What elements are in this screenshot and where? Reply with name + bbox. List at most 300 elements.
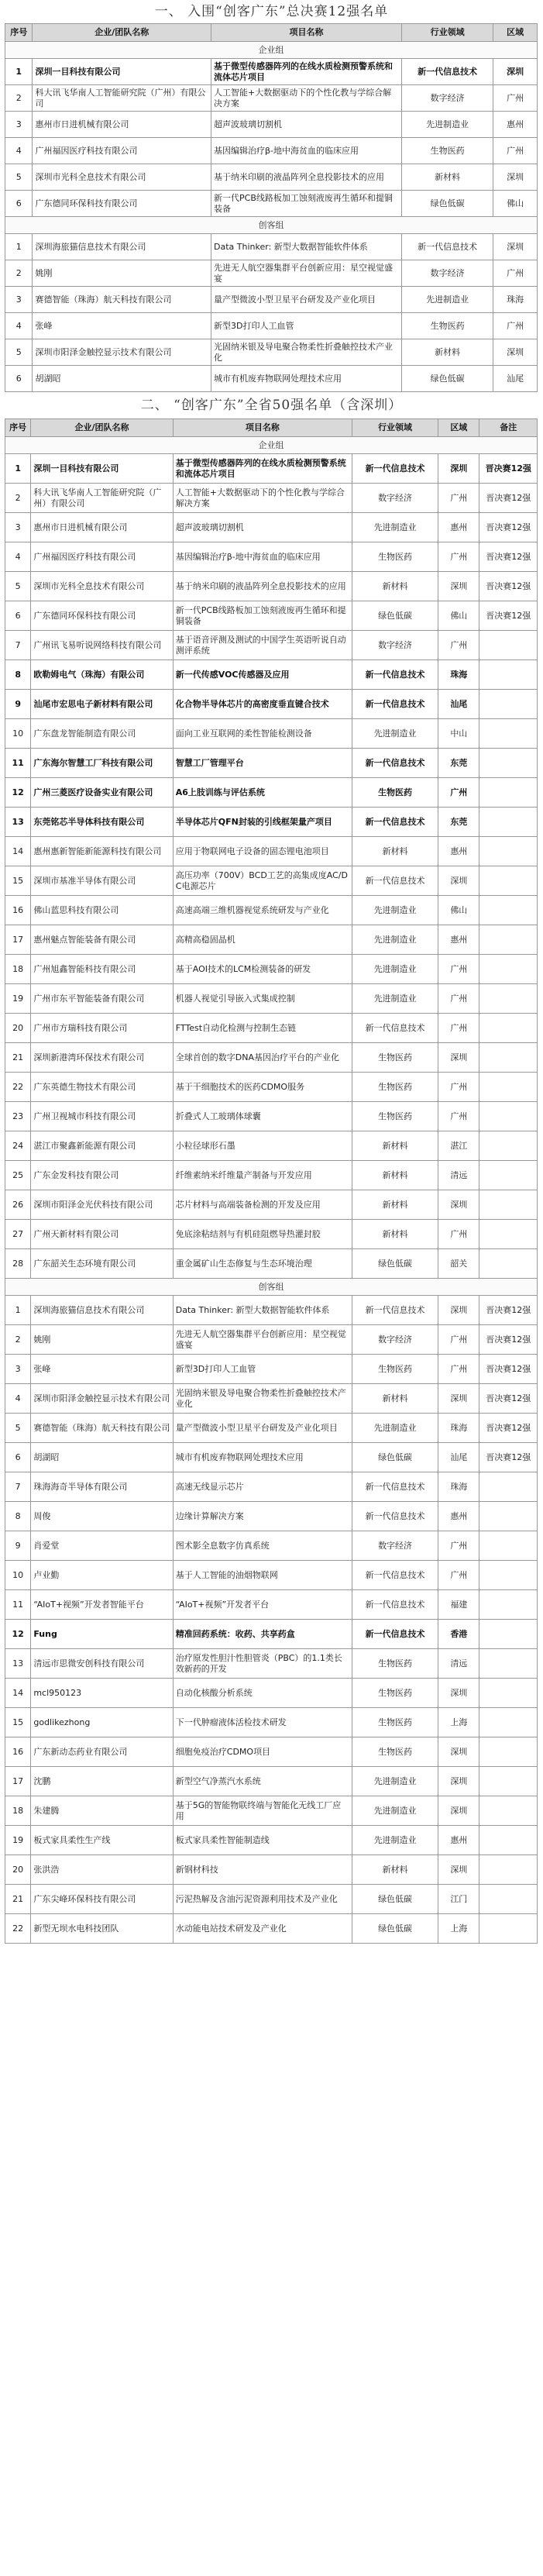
table-row <box>5 1325 538 1355</box>
region: 深圳 <box>493 339 538 366</box>
team-name: 珠海海奇半导体有限公司 <box>31 1472 173 1502</box>
top50-table-body <box>5 437 538 1944</box>
industry-field: 先进制造业 <box>352 1826 438 1855</box>
note: 晋决赛12强 <box>479 454 538 484</box>
row-number: 12 <box>5 778 31 808</box>
industry-field: 新材料 <box>401 339 493 366</box>
region: 湛江 <box>438 1131 479 1161</box>
industry-field: 数字经济 <box>401 85 493 112</box>
team-name: 赛德智能（珠海）航天科技有限公司 <box>33 287 211 313</box>
note <box>479 778 538 808</box>
project-name: 量产型微波小型卫星平台研发及产业化项目 <box>211 287 402 313</box>
row-number: 5 <box>5 572 31 601</box>
region: 广州 <box>493 85 538 112</box>
note: 晋决赛12强 <box>479 1296 538 1325</box>
industry-field: 生物医药 <box>401 138 493 164</box>
table-row <box>5 1043 538 1073</box>
row-number: 17 <box>5 925 31 955</box>
industry-field: 新一代信息技术 <box>401 59 493 85</box>
table-row <box>5 164 538 191</box>
industry-field: 新材料 <box>352 1855 438 1885</box>
team-name: 东莞铭芯半导体科技有限公司 <box>31 808 173 837</box>
industry-field: 新材料 <box>352 1131 438 1161</box>
region: 上海 <box>438 1708 479 1737</box>
industry-field: 新一代信息技术 <box>352 1620 438 1649</box>
team-name: 广东德同环保科技有限公司 <box>31 601 173 631</box>
industry-field: 新材料 <box>352 572 438 601</box>
industry-field: 新材料 <box>352 837 438 866</box>
region: 汕尾 <box>493 366 538 392</box>
project-name: 小粒径球形石墨 <box>173 1131 352 1161</box>
industry-field: 数字经济 <box>352 1325 438 1355</box>
table-row <box>5 313 538 339</box>
region: 广州 <box>493 138 538 164</box>
industry-field: 绿色低碳 <box>352 1443 438 1472</box>
project-name: 基因编辑治疗β-地中海贫血的临床应用 <box>211 138 402 164</box>
note <box>479 690 538 719</box>
project-name: 超声波玻璃切割机 <box>173 513 352 542</box>
industry-field: 先进制造业 <box>401 287 493 313</box>
note <box>479 749 538 778</box>
row-number: 16 <box>5 896 31 925</box>
row-number: 9 <box>5 1531 31 1561</box>
region: 广州 <box>438 1073 479 1102</box>
team-name: 广东韶关生态环境有限公司 <box>31 1249 173 1279</box>
team-name: 广州旭鑫智能科技有限公司 <box>31 955 173 984</box>
row-number: 19 <box>5 984 31 1014</box>
project-name: 光固纳米银及导电聚合物柔性折叠触控技术产业化 <box>173 1384 352 1414</box>
project-name: 高精高稳固晶机 <box>173 925 352 955</box>
team-name: 深圳新港湾环保技术有限公司 <box>31 1043 173 1073</box>
industry-field: 先进制造业 <box>352 1796 438 1826</box>
industry-field: 先进制造业 <box>352 513 438 542</box>
industry-field: 新一代信息技术 <box>352 866 438 896</box>
team-name: 胡湖昭 <box>33 366 211 392</box>
row-number: 17 <box>5 1767 31 1796</box>
team-name: 张峰 <box>31 1355 173 1384</box>
note: 晋决赛12强 <box>479 1414 538 1443</box>
industry-field: 生物医药 <box>352 1708 438 1737</box>
project-name: 化合物半导体芯片的高密度垂直键合技术 <box>173 690 352 719</box>
team-name: 胡湖昭 <box>31 1443 173 1472</box>
row-number: 21 <box>5 1885 31 1914</box>
row-number: 14 <box>5 1679 31 1708</box>
note <box>479 1649 538 1679</box>
region: 深圳 <box>438 1190 479 1220</box>
note: 晋决赛12强 <box>479 601 538 631</box>
row-number: 3 <box>5 1355 31 1384</box>
region: 深圳 <box>438 572 479 601</box>
team-name: 广州卫视城市科技有限公司 <box>31 1102 173 1131</box>
note <box>479 631 538 660</box>
table-row <box>5 1220 538 1249</box>
row-number: 21 <box>5 1043 31 1073</box>
project-name: 细胞免疫治疗CDMO项目 <box>173 1737 352 1767</box>
row-number: 12 <box>5 1620 31 1649</box>
team-name: 广州市方瑞科技有限公司 <box>31 1014 173 1043</box>
table-row <box>5 1190 538 1220</box>
project-name: 新型3D打印人工血管 <box>173 1355 352 1384</box>
section1-title: 一、 入围“创客广东”总决赛12强名单 <box>154 4 389 19</box>
region: 惠州 <box>438 513 479 542</box>
row-number: 27 <box>5 1220 31 1249</box>
region: 广州 <box>493 260 538 287</box>
table-row <box>5 601 538 631</box>
project-name: 基于AOI技术的LCM检测装备的研发 <box>173 955 352 984</box>
row-number: 6 <box>5 366 33 392</box>
team-name: 佛山蓝思科技有限公司 <box>31 896 173 925</box>
region: 清远 <box>438 1649 479 1679</box>
row-number: 14 <box>5 837 31 866</box>
region: 汕尾 <box>438 690 479 719</box>
industry-field: 新材料 <box>352 1161 438 1190</box>
row-number: 4 <box>5 313 33 339</box>
col-header-note: 备注 <box>479 419 538 437</box>
region: 惠州 <box>438 1502 479 1531</box>
table-row <box>5 366 538 392</box>
row-number: 2 <box>5 484 31 513</box>
row-number: 8 <box>5 1502 31 1531</box>
table-row <box>5 1014 538 1043</box>
row-number: 15 <box>5 866 31 896</box>
project-name: 自动化核酸分析系统 <box>173 1679 352 1708</box>
region: 汕尾 <box>438 1443 479 1472</box>
team-name: 深圳海旅猫信息技术有限公司 <box>31 1296 173 1325</box>
team-name: 深圳市阳泽金触控显示技术有限公司 <box>33 339 211 366</box>
row-number: 3 <box>5 513 31 542</box>
industry-field: 新材料 <box>352 1190 438 1220</box>
region: 深圳 <box>438 866 479 896</box>
note <box>479 1249 538 1279</box>
industry-field: 生物医药 <box>352 1355 438 1384</box>
note <box>479 1914 538 1944</box>
note <box>479 1679 538 1708</box>
row-number: 5 <box>5 164 33 191</box>
table-row <box>5 955 538 984</box>
table-header-row <box>5 24 538 42</box>
note <box>479 1043 538 1073</box>
project-name: 城市有机废弃物联网处理技术应用 <box>173 1443 352 1472</box>
row-number: 20 <box>5 1855 31 1885</box>
table-row <box>5 896 538 925</box>
group-label: 企业组 <box>5 437 538 454</box>
row-number: 2 <box>5 260 33 287</box>
table-row <box>5 1531 538 1561</box>
project-name: 应用于物联网电子设备的固态锂电池项目 <box>173 837 352 866</box>
group-label: 创客组 <box>5 217 538 234</box>
project-name: 基于纳米印刷的液晶阵列全息投影技术的应用 <box>173 572 352 601</box>
project-name: 高压功率（700V）BCD工艺的高集成度AC/DC电源芯片 <box>173 866 352 896</box>
col-header-region: 区域 <box>438 419 479 437</box>
region: 惠州 <box>438 925 479 955</box>
table-row <box>5 1649 538 1679</box>
team-name: 深圳市阳泽金光伏科技有限公司 <box>31 1190 173 1220</box>
table-row <box>5 1561 538 1590</box>
team-name: 广东金发科技有限公司 <box>31 1161 173 1190</box>
industry-field: 新一代信息技术 <box>352 1014 438 1043</box>
project-name: 基于5G的智能物联终端与智能化无线工厂应用 <box>173 1796 352 1826</box>
team-name: 张峰 <box>33 313 211 339</box>
team-name: 广州三菱医疗设备实业有限公司 <box>31 778 173 808</box>
project-name: 面向工业互联网的柔性智能检测设备 <box>173 719 352 749</box>
industry-field: 绿色低碳 <box>401 366 493 392</box>
note <box>479 837 538 866</box>
team-name: 新型无坝水电科技团队 <box>31 1914 173 1944</box>
industry-field: 数字经济 <box>352 1531 438 1561</box>
team-name: 肖爱堂 <box>31 1531 173 1561</box>
table-row <box>5 484 538 513</box>
table-row <box>5 59 538 85</box>
team-name: 广东英德生物技术有限公司 <box>31 1073 173 1102</box>
industry-field: 生物医药 <box>352 542 438 572</box>
table-row <box>5 984 538 1014</box>
region: 广州 <box>438 984 479 1014</box>
region: 惠州 <box>438 837 479 866</box>
row-number: 6 <box>5 601 31 631</box>
note <box>479 1767 538 1796</box>
team-name: godlikezhong <box>31 1708 173 1737</box>
industry-field: 先进制造业 <box>352 955 438 984</box>
note <box>479 1073 538 1102</box>
region: 深圳 <box>438 454 479 484</box>
region: 广州 <box>438 1014 479 1043</box>
region: 广州 <box>438 484 479 513</box>
industry-field: 新一代信息技术 <box>352 690 438 719</box>
region: 广州 <box>438 1102 479 1131</box>
table-row <box>5 749 538 778</box>
project-name: 高速高端三维机器视觉系统研发与产业化 <box>173 896 352 925</box>
row-number: 6 <box>5 1443 31 1472</box>
region: 广州 <box>438 1325 479 1355</box>
note: 晋决赛12强 <box>479 1443 538 1472</box>
note <box>479 660 538 690</box>
industry-field: 新一代信息技术 <box>352 454 438 484</box>
row-number: 1 <box>5 59 33 85</box>
team-name: 深圳一目科技有限公司 <box>33 59 211 85</box>
project-name: 先进无人航空器集群平台创新应用：星空视觉盛宴 <box>211 260 402 287</box>
team-name: 广东海尔智慧工厂科技有限公司 <box>31 749 173 778</box>
row-number: 13 <box>5 1649 31 1679</box>
team-name: 沈鹏 <box>31 1767 173 1796</box>
team-name: 惠州市日进机械有限公司 <box>33 112 211 138</box>
project-name: 水动能电站技术研发及产业化 <box>173 1914 352 1944</box>
col-header-no: 序号 <box>5 419 31 437</box>
team-name: 姚刚 <box>31 1325 173 1355</box>
row-number: 2 <box>5 1325 31 1355</box>
region: 清远 <box>438 1161 479 1190</box>
row-number: 3 <box>5 287 33 313</box>
industry-field: 生物医药 <box>352 1073 438 1102</box>
row-number: 1 <box>5 454 31 484</box>
row-number: 4 <box>5 1384 31 1414</box>
project-name: 半导体芯片QFN封装的引线框架量产项目 <box>173 808 352 837</box>
row-number: 9 <box>5 690 31 719</box>
row-number: 7 <box>5 1472 31 1502</box>
note: 晋决赛12强 <box>479 484 538 513</box>
table-row <box>5 85 538 112</box>
team-name: mcl950123 <box>31 1679 173 1708</box>
project-name: 先进无人航空器集群平台创新应用：星空视觉盛宴 <box>173 1325 352 1355</box>
team-name: 科大讯飞华南人工智能研究院（广州）有限公司 <box>31 484 173 513</box>
team-name: 广州市东平智能装备有限公司 <box>31 984 173 1014</box>
project-name: Data Thinker: 新型大数据智能软件体系 <box>173 1296 352 1325</box>
team-name: 广东尖峰环保科技有限公司 <box>31 1885 173 1914</box>
project-name: 板式家具柔性智能制造线 <box>173 1826 352 1855</box>
row-number: 10 <box>5 1561 31 1590</box>
region: 深圳 <box>493 59 538 85</box>
industry-field: 生物医药 <box>352 1679 438 1708</box>
team-name: 板式家具柔性生产线 <box>31 1826 173 1855</box>
industry-field: 生物医药 <box>352 1102 438 1131</box>
table-row <box>5 1737 538 1767</box>
team-name: 赛德智能（珠海）航天科技有限公司 <box>31 1414 173 1443</box>
note: 晋决赛12强 <box>479 572 538 601</box>
note <box>479 1620 538 1649</box>
group-header-row <box>5 42 538 59</box>
project-name: 图术影全息数字仿真系统 <box>173 1531 352 1561</box>
region: 佛山 <box>493 191 538 217</box>
region: 珠海 <box>438 1472 479 1502</box>
col-header-name: 企业/团队名称 <box>31 419 173 437</box>
col-header-region: 区域 <box>493 24 538 42</box>
note <box>479 1472 538 1502</box>
row-number: 20 <box>5 1014 31 1043</box>
note <box>479 984 538 1014</box>
project-name: A6上肢训练与评估系统 <box>173 778 352 808</box>
region: 深圳 <box>493 164 538 191</box>
table-row <box>5 454 538 484</box>
table-row <box>5 191 538 217</box>
project-name: 全球首创的数字DNA基因治疗平台的产业化 <box>173 1043 352 1073</box>
region: 深圳 <box>438 1767 479 1796</box>
region: 韶关 <box>438 1249 479 1279</box>
note <box>479 1796 538 1826</box>
note <box>479 1502 538 1531</box>
region: 广州 <box>438 1220 479 1249</box>
table-row <box>5 1502 538 1531</box>
table-row <box>5 1443 538 1472</box>
project-name: 量产型微波小型卫星平台研发及产业化项目 <box>173 1414 352 1443</box>
project-name: 免底涂粘结剂与有机硅阻燃导热灌封胶 <box>173 1220 352 1249</box>
row-number: 3 <box>5 112 33 138</box>
team-name: 广东盘龙智能制造有限公司 <box>31 719 173 749</box>
industry-field: 绿色低碳 <box>352 1885 438 1914</box>
team-name: 张洪浩 <box>31 1855 173 1885</box>
industry-field: 新材料 <box>352 1384 438 1414</box>
project-name: 边缘计算解决方案 <box>173 1502 352 1531</box>
table-row <box>5 260 538 287</box>
table-row <box>5 1073 538 1102</box>
note: 晋决赛12强 <box>479 1355 538 1384</box>
note <box>479 1708 538 1737</box>
region: 福建 <box>438 1590 479 1620</box>
team-name: 深圳海旅猫信息技术有限公司 <box>33 234 211 260</box>
project-name: 折叠式人工玻璃体球囊 <box>173 1102 352 1131</box>
note <box>479 1826 538 1855</box>
project-name: “AIoT+视频”开发者平台 <box>173 1590 352 1620</box>
team-name: 广东德同环保科技有限公司 <box>33 191 211 217</box>
project-name: 下一代肿瘤液体活检技术研发 <box>173 1708 352 1737</box>
team-name: 姚刚 <box>33 260 211 287</box>
team-name: 周俊 <box>31 1502 173 1531</box>
note <box>479 1190 538 1220</box>
industry-field: 新一代信息技术 <box>352 1590 438 1620</box>
group-label: 创客组 <box>5 1279 538 1296</box>
industry-field: 新一代信息技术 <box>352 1472 438 1502</box>
team-name: 广州讯飞易听说网络科技有限公司 <box>31 631 173 660</box>
region: 深圳 <box>438 1737 479 1767</box>
region: 深圳 <box>438 1855 479 1885</box>
team-name: Fung <box>31 1620 173 1649</box>
row-number: 16 <box>5 1737 31 1767</box>
table-row <box>5 542 538 572</box>
table-row <box>5 1355 538 1384</box>
team-name: 朱建腾 <box>31 1796 173 1826</box>
table-row <box>5 234 538 260</box>
row-number: 6 <box>5 191 33 217</box>
note <box>479 1855 538 1885</box>
table-row <box>5 719 538 749</box>
team-name: 湛江市聚鑫新能源有限公司 <box>31 1131 173 1161</box>
row-number: 22 <box>5 1914 31 1944</box>
table-header-row <box>5 419 538 437</box>
industry-field: 新一代信息技术 <box>352 660 438 690</box>
project-name: 基于微型传感器阵列的在线水质检测预警系统和流体芯片项目 <box>211 59 402 85</box>
note <box>479 1102 538 1131</box>
row-number: 4 <box>5 138 33 164</box>
project-name: 污泥热解及含油污泥资源利用技术及产业化 <box>173 1885 352 1914</box>
team-name: 惠州魅点智能装备有限公司 <box>31 925 173 955</box>
project-name: 基于微型传感器阵列的在线水质检测预警系统和流体芯片项目 <box>173 454 352 484</box>
group-label: 企业组 <box>5 42 538 59</box>
project-name: 基于人工智能的油烟物联网 <box>173 1561 352 1590</box>
table-row <box>5 808 538 837</box>
region: 珠海 <box>438 1414 479 1443</box>
team-name: 深圳市基准半导体有限公司 <box>31 866 173 896</box>
region: 广州 <box>438 778 479 808</box>
row-number: 11 <box>5 749 31 778</box>
team-name: 广州福因医疗科技有限公司 <box>33 138 211 164</box>
row-number: 1 <box>5 1296 31 1325</box>
row-number: 15 <box>5 1708 31 1737</box>
industry-field: 先进制造业 <box>352 1767 438 1796</box>
team-name: 深圳市光科全息技术有限公司 <box>31 572 173 601</box>
note <box>479 1131 538 1161</box>
col-header-field: 行业领域 <box>352 419 438 437</box>
table-row <box>5 513 538 542</box>
industry-field: 生物医药 <box>352 778 438 808</box>
project-name: 超声波玻璃切割机 <box>211 112 402 138</box>
note: 晋决赛12强 <box>479 1384 538 1414</box>
project-name: 新钢材科技 <box>173 1855 352 1885</box>
team-name: 卢业勤 <box>31 1561 173 1590</box>
table-row <box>5 1296 538 1325</box>
industry-field: 新材料 <box>352 1220 438 1249</box>
table-row <box>5 1767 538 1796</box>
team-name: 深圳一目科技有限公司 <box>31 454 173 484</box>
industry-field: 绿色低碳 <box>352 1249 438 1279</box>
team-name: 清远市思微安创科技有限公司 <box>31 1649 173 1679</box>
project-name: 光固纳米银及导电聚合物柔性折叠触控技术产业化 <box>211 339 402 366</box>
project-name: 智慧工厂管理平台 <box>173 749 352 778</box>
note: 晋决赛12强 <box>479 1325 538 1355</box>
industry-field: 绿色低碳 <box>352 1914 438 1944</box>
table-row <box>5 1131 538 1161</box>
region: 东莞 <box>438 749 479 778</box>
team-name: 惠州惠新智能新能源科技有限公司 <box>31 837 173 866</box>
industry-field: 绿色低碳 <box>401 191 493 217</box>
industry-field: 先进制造业 <box>352 896 438 925</box>
